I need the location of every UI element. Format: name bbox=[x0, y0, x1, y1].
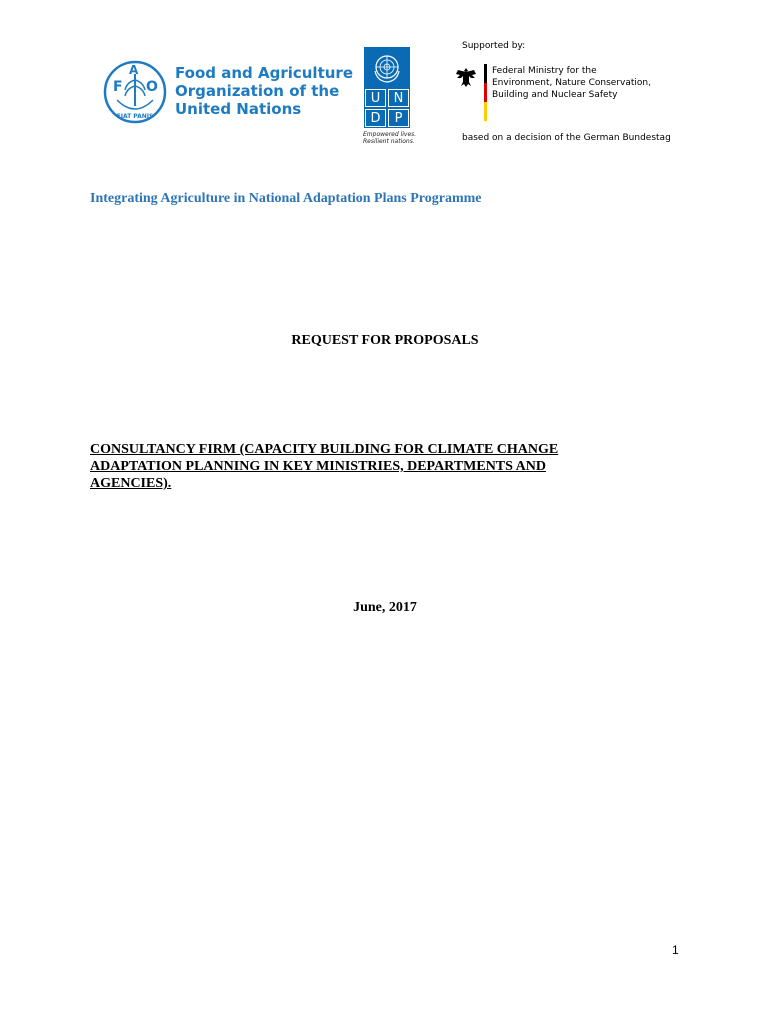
fao-emblem-letter-a: A bbox=[129, 63, 139, 77]
fao-name-line: Food and Agriculture bbox=[175, 64, 353, 82]
supported-by-label: Supported by: bbox=[462, 41, 526, 51]
fao-name-line: Organization of the bbox=[175, 82, 340, 100]
consultancy-title-line: ADAPTATION PLANNING IN KEY MINISTRIES, DEPARTMENTS AND bbox=[90, 459, 546, 474]
fao-emblem-letter-o: O bbox=[146, 79, 158, 95]
fao-emblem-logo bbox=[103, 60, 167, 124]
undp-logo bbox=[364, 47, 410, 128]
fao-name bbox=[175, 64, 353, 118]
undp-letter: N bbox=[388, 89, 409, 107]
undp-letter: D bbox=[365, 109, 386, 127]
fao-emblem-motto: FIAT PANIS bbox=[116, 113, 154, 120]
undp-letter: U bbox=[365, 89, 386, 107]
fao-name-line: United Nations bbox=[175, 100, 302, 118]
consultancy-title-line: CONSULTANCY FIRM (CAPACITY BUILDING FOR CLIMATE CHANGE bbox=[90, 442, 559, 457]
programme-title: Integrating Agriculture in National Adaptation Plans Programme bbox=[90, 191, 482, 206]
consultancy-title-line: AGENCIES). bbox=[90, 476, 172, 491]
undp-letters bbox=[364, 89, 410, 128]
document-date: June, 2017 bbox=[353, 600, 417, 615]
ministry-name-line: Federal Ministry for the bbox=[492, 66, 597, 76]
ministry-name bbox=[492, 65, 651, 101]
fao-emblem-letter-f: F bbox=[113, 79, 123, 95]
federal-eagle-icon bbox=[454, 66, 478, 88]
german-flag-bar bbox=[484, 64, 487, 121]
undp-tagline-line: Resilient nations. bbox=[363, 138, 415, 145]
page-number: 1 bbox=[672, 943, 679, 957]
undp-tagline-line: Empowered lives. bbox=[363, 131, 417, 138]
ministry-name-line: Building and Nuclear Safety bbox=[492, 90, 618, 100]
undp-tagline bbox=[363, 131, 416, 145]
un-globe-icon bbox=[369, 51, 405, 85]
consultancy-title bbox=[90, 441, 630, 492]
bundestag-decision-text: based on a decision of the German Bundestag bbox=[462, 133, 671, 143]
undp-letter: P bbox=[388, 109, 409, 127]
ministry-name-line: Environment, Nature Conservation, bbox=[492, 78, 651, 88]
rfp-title: REQUEST FOR PROPOSALS bbox=[291, 333, 479, 348]
